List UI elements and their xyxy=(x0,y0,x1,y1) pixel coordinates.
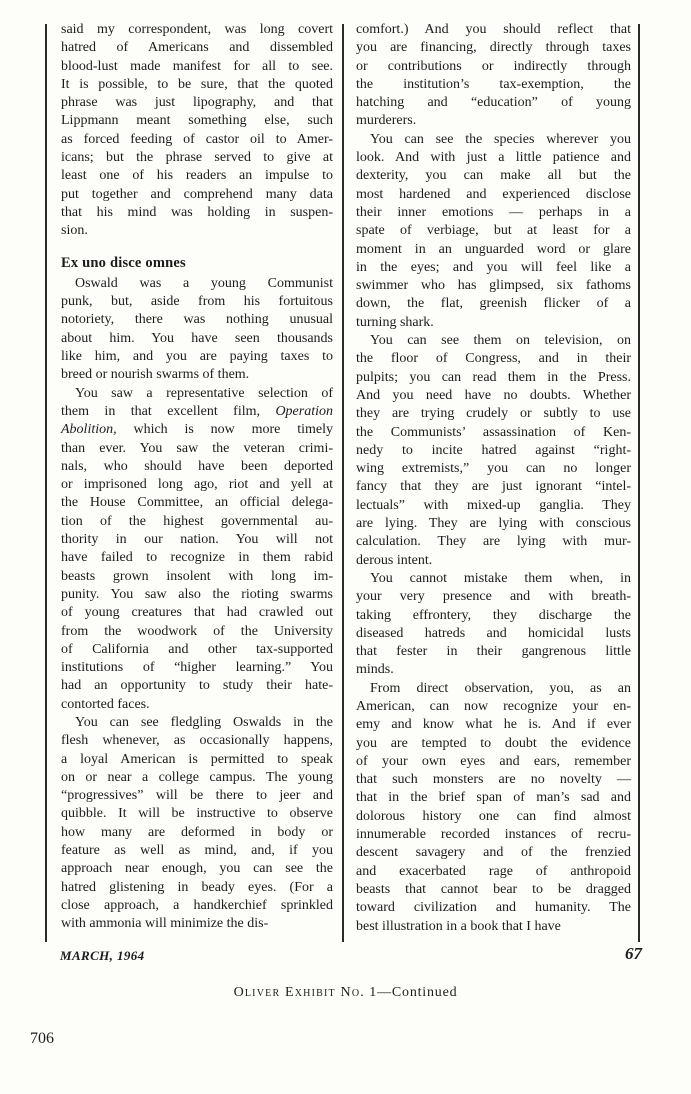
text-line: have failed to recognize in them rabid xyxy=(61,550,333,566)
column-divider-rule xyxy=(342,24,344,942)
text-line: that his mind was holding in suspen- xyxy=(61,204,333,220)
text-line: approach near enough, you can see the xyxy=(61,861,333,877)
text-line: least one of his readers an impulse to xyxy=(61,168,333,184)
text-line: institutions of “higher learning.” You xyxy=(61,660,333,676)
text-line: turning shark. xyxy=(356,314,434,330)
text-line: thority in our nation. You will not xyxy=(61,532,333,548)
text-line: hatred glistening in beady eyes. (For a xyxy=(61,879,333,895)
text-line: quibble. It will be instructive to observe xyxy=(61,806,333,822)
exhibit-caption xyxy=(0,985,691,1001)
text-line: how many are deformed in body or xyxy=(61,824,333,840)
text-line: From direct observation, you, as an xyxy=(370,680,631,696)
text-line: spate of verbiage, but at least for a xyxy=(356,223,631,239)
paragraph xyxy=(356,570,631,680)
text-line: You can see fledgling Oswalds in the xyxy=(75,714,333,730)
text-line: Oswald was a young Communist xyxy=(75,275,333,291)
text-line: moment in an unguarded word or glare xyxy=(356,241,631,257)
document-page-number: 706 xyxy=(30,1030,54,1047)
text-line: punity. You saw also the rioting swarms xyxy=(61,586,333,602)
exhibit-caption-number: 1—Continued xyxy=(364,985,458,1000)
text-line: You cannot mistake them when, in xyxy=(370,570,631,586)
section-heading: Ex uno disce omnes xyxy=(61,254,186,271)
exhibit-caption-title: Oliver Exhibit No. xyxy=(233,985,365,1000)
text-line: Lippmann meant something else, such xyxy=(61,113,333,129)
text-line: like him, and you are paying taxes to xyxy=(61,349,333,365)
text-line: phrase was just lipography, and that xyxy=(61,95,333,111)
text-line: fancy that they are just ignorant “intel- xyxy=(356,479,631,495)
text-line: nedy to incite hatred against “right- xyxy=(356,442,631,458)
text-line: sion. xyxy=(61,223,88,239)
text-line: hatching and “education” of young xyxy=(356,95,631,111)
text-line: hatred of Americans and dissembled xyxy=(61,40,333,56)
text-line: You can see them on television, on xyxy=(370,333,631,349)
text-line: of your own eyes and ears, remember xyxy=(356,753,631,769)
text-line: calculation. They are lying with mur- xyxy=(356,534,631,550)
journal-date: MARCH, 1964 xyxy=(60,948,145,963)
text-line: best illustration in a book that I have xyxy=(356,918,561,934)
text-line: derous intent. xyxy=(356,552,433,568)
text-line: murderers. xyxy=(356,113,417,129)
paragraph xyxy=(61,21,333,241)
text-line: of young creatures that had crawled out xyxy=(61,605,333,621)
paragraph xyxy=(61,275,333,385)
text-line: the House Committee, an official delega- xyxy=(61,495,333,511)
journal-page-number: 67 xyxy=(625,944,642,963)
text-line: flesh whenever, as occasionally happens, xyxy=(61,733,333,749)
text-line: in the eyes; and you will feel like a xyxy=(356,259,631,275)
text-line: dexterity, you can make all but the xyxy=(356,168,631,184)
text-line: feature as well as mind, and, if you xyxy=(61,843,333,859)
text-line: punk, but, aside from his fortuitous xyxy=(61,294,333,310)
text-line: the Communists’ assassination of Ken- xyxy=(356,424,631,440)
text-line: on or near a college campus. The young xyxy=(61,769,333,785)
column-rule-left xyxy=(45,24,47,942)
text-line: about him. You have seen thousands xyxy=(61,330,333,346)
text-column-left xyxy=(61,21,333,934)
text-line: beasts that cannot bear to be dragged xyxy=(356,881,631,897)
text-line: pulpits; you can read them in the Press. xyxy=(356,369,631,385)
text-line: dolorous history one can find almost xyxy=(356,808,631,824)
text-line: you are tempted to doubt the evidence xyxy=(356,735,631,751)
text-line: as forced feeding of castor oil to Amer- xyxy=(61,131,333,147)
text-line: diseased hatreds and homicidal lusts xyxy=(356,625,631,641)
text-line: lectuals” with mixed-up ganglia. They xyxy=(356,497,631,513)
paragraph xyxy=(61,385,333,714)
text-line: down, the flat, greenish flicker of a xyxy=(356,296,631,312)
text-line: they are trying crudely or subtly to use xyxy=(356,406,631,422)
text-line: and exacerbated rage of anthropoid xyxy=(356,863,631,879)
text-line: wing extremists,” you can no longer xyxy=(356,461,631,477)
text-line: close approach, a handkerchief sprinkled xyxy=(61,897,333,913)
text-line: them in that excellent film, Operation xyxy=(61,403,333,419)
text-line: with ammonia will minimize the dis- xyxy=(61,916,269,932)
text-line: a loyal American is permitted to speak xyxy=(61,751,333,767)
text-line: breed or nourish swarms of them. xyxy=(61,367,250,383)
text-line: the institution’s tax-exemption, the xyxy=(356,76,631,92)
text-line: icans; but the phrase served to give at xyxy=(61,150,333,166)
text-line: tion of the highest governmental au- xyxy=(61,513,333,529)
paragraph xyxy=(356,131,631,332)
text-line: from the woodwork of the University xyxy=(61,623,333,639)
text-line: beasts grown insolent with long im- xyxy=(61,568,333,584)
text-line: that in the brief span of man’s sad and xyxy=(356,790,631,806)
text-line: taking effrontery, they discharge the xyxy=(356,607,631,623)
paragraph xyxy=(356,21,631,131)
text-line: contorted faces. xyxy=(61,696,150,712)
paragraph xyxy=(356,680,631,936)
text-column-right xyxy=(356,21,631,936)
text-line: you are financing, directly through taxes xyxy=(356,40,631,56)
text-line: You saw a representative selection of xyxy=(75,385,333,401)
text-line: “progressives” will be there to jeer and xyxy=(61,788,333,804)
text-line: that such monsters are no novelty — xyxy=(356,772,631,788)
text-line: or imprisoned long ago, riot and yell at xyxy=(61,477,333,493)
text-line: or contributions or indirectly through xyxy=(356,58,631,74)
text-line: look. And with just a little patience and xyxy=(356,150,631,166)
text-line: put together and comprehend many data xyxy=(61,186,333,202)
text-line: And you need have no doubts. Whether xyxy=(356,387,631,403)
column-rule-right xyxy=(638,24,640,942)
text-line: are lying. They are lying with conscious xyxy=(356,516,631,532)
text-line: the floor of Congress, and in their xyxy=(356,351,631,367)
text-line: minds. xyxy=(356,662,394,678)
text-line: their inner emotions — perhaps in a xyxy=(356,204,631,220)
text-line: had an opportunity to study their hate- xyxy=(61,678,333,694)
text-line: notoriety, there was nothing unusual xyxy=(61,312,333,328)
text-line: nals, who should have been deported xyxy=(61,458,333,474)
text-line: said my correspondent, was long covert xyxy=(61,22,333,37)
text-line: your very presence and with breath- xyxy=(356,589,631,605)
text-line: swimmer who has glimpsed, six fathoms xyxy=(356,278,631,294)
text-line: comfort.) And you should reflect that xyxy=(356,22,631,37)
text-line: You can see the species wherever you xyxy=(370,131,631,147)
text-line: It is possible, to be sure, that the quoted xyxy=(61,76,333,92)
text-line: of California and other tax-supported xyxy=(61,641,333,657)
text-line: descent savagery and of the frenzied xyxy=(356,845,631,861)
text-line: innumerable recorded instances of recru- xyxy=(356,827,631,843)
text-line: that fester in their gangrenous little xyxy=(356,644,631,660)
text-line: Abolition, which is now more timely xyxy=(61,422,333,438)
text-line: most hardened and experienced disclose xyxy=(356,186,631,202)
text-line: American, can now recognize your en- xyxy=(356,698,631,714)
text-line: emy and know what he is. And if ever xyxy=(356,717,631,733)
paragraph xyxy=(356,332,631,570)
text-line: toward civilization and humanity. The xyxy=(356,900,631,916)
text-line: blood-lust made manifest for all to see. xyxy=(61,58,333,74)
text-line: than ever. You saw the veteran crimi- xyxy=(61,440,333,456)
paragraph xyxy=(61,714,333,934)
